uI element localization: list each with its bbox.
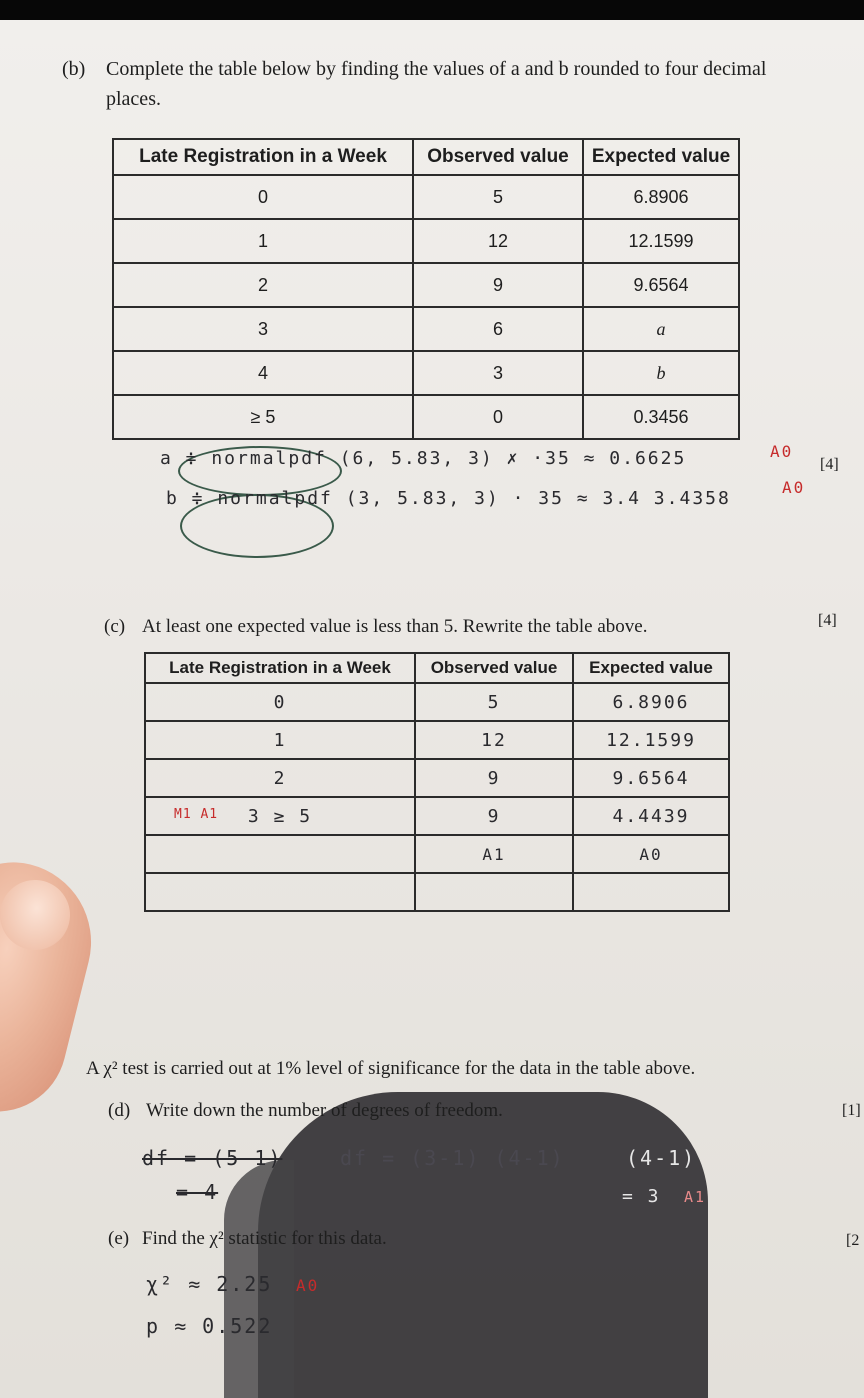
part-b-marks: [4] bbox=[820, 456, 839, 473]
part-e-label: (e) bbox=[108, 1228, 130, 1249]
part-c-table bbox=[144, 652, 730, 912]
part-b-label: (b) bbox=[62, 58, 86, 80]
cell-expected: 9.6564 bbox=[573, 759, 729, 797]
part-d-question: Write down the number of degrees of freedom. bbox=[146, 1100, 503, 1121]
cell-registrations: 2 bbox=[145, 759, 415, 797]
mark-chi-square: A0 bbox=[296, 1276, 320, 1295]
table-row bbox=[113, 219, 739, 263]
part-c-marks: [4] bbox=[818, 612, 837, 629]
part-e-marks: [2 bbox=[846, 1232, 860, 1249]
cell-observed: 9 bbox=[415, 759, 573, 797]
chi-square-intro: A χ² test is carried out at 1% level of significance for the data in the table above. bbox=[86, 1058, 696, 1079]
table-row bbox=[113, 395, 739, 439]
cell-expected: 12.1599 bbox=[573, 721, 729, 759]
part-c-question: At least one expected value is less than 5. Rewrite the table above. bbox=[142, 616, 648, 637]
cell-registrations: 1 bbox=[145, 721, 415, 759]
cell-expected: 12.1599 bbox=[583, 219, 739, 263]
cell-registrations bbox=[145, 873, 415, 911]
working-df-alt: (4-1) bbox=[626, 1146, 697, 1170]
cell-expected-b: b bbox=[583, 351, 739, 395]
table-row bbox=[145, 759, 729, 797]
photo-top-edge bbox=[0, 0, 864, 20]
part-e-question: Find the χ² statistic for this data. bbox=[142, 1228, 387, 1249]
working-df-crossed-result: = 4 bbox=[176, 1180, 219, 1204]
cell-expected-a: a bbox=[583, 307, 739, 351]
table-row bbox=[113, 307, 739, 351]
table-row bbox=[145, 683, 729, 721]
table-row bbox=[113, 263, 739, 307]
working-df-result: = 3 bbox=[622, 1186, 661, 1207]
mark-expected: A0 bbox=[573, 835, 729, 873]
part-b-question-line2: places. bbox=[106, 88, 161, 110]
cell-observed: 5 bbox=[415, 683, 573, 721]
working-chi-square: χ² ≈ 2.25 bbox=[146, 1272, 273, 1296]
cell-registrations bbox=[145, 835, 415, 873]
cell-expected: 9.6564 bbox=[583, 263, 739, 307]
mark-df: A1 bbox=[684, 1188, 707, 1206]
part-d-marks: [1] bbox=[842, 1102, 861, 1119]
mark-b: A0 bbox=[782, 478, 806, 497]
margin-mark: M1 A1 bbox=[174, 807, 219, 822]
part-c-label: (c) bbox=[104, 616, 126, 637]
col-header-expected: Expected value bbox=[583, 139, 739, 175]
cell-expected: 4.4439 bbox=[573, 797, 729, 835]
cell-registrations bbox=[145, 797, 415, 835]
cell-observed: 9 bbox=[413, 263, 583, 307]
cell-registrations: 3 bbox=[113, 307, 413, 351]
col-header-expected: Expected value bbox=[573, 653, 729, 683]
cell-observed bbox=[415, 873, 573, 911]
part-d-label: (d) bbox=[108, 1100, 131, 1121]
table-row bbox=[145, 797, 729, 835]
cell-registrations: ≥ 5 bbox=[113, 395, 413, 439]
cell-expected: 0.3456 bbox=[583, 395, 739, 439]
working-df: df = (3-1) (4-1) bbox=[340, 1146, 565, 1170]
working-df-crossed: df = (5-1) bbox=[142, 1146, 283, 1170]
cell-expected bbox=[573, 873, 729, 911]
mark-observed: A1 bbox=[415, 835, 573, 873]
cell-registrations: 1 bbox=[113, 219, 413, 263]
cell-observed: 12 bbox=[413, 219, 583, 263]
table-row bbox=[113, 351, 739, 395]
table-row bbox=[145, 873, 729, 911]
cell-expected: 6.8906 bbox=[583, 175, 739, 219]
cell-expected: 6.8906 bbox=[573, 683, 729, 721]
working-a: a ≑ normalpdf (6, 5.83, 3) ✗ ·35 ≈ 0.6625 bbox=[160, 448, 687, 469]
col-header-late-registration: Late Registration in a Week bbox=[145, 653, 415, 683]
working-p-value: p ≈ 0.522 bbox=[146, 1314, 273, 1338]
cell-observed: 6 bbox=[413, 307, 583, 351]
col-header-observed: Observed value bbox=[415, 653, 573, 683]
cell-registrations-value: 3 ≥ 5 bbox=[247, 805, 313, 827]
working-b: b ≑ normalpdf (3, 5.83, 3) · 35 ≈ 3.4 3.4358 bbox=[166, 488, 731, 509]
cell-observed: 12 bbox=[415, 721, 573, 759]
part-b-question-line1: Complete the table below by finding the values of a and b rounded to four decimal bbox=[106, 58, 767, 80]
col-header-observed: Observed value bbox=[413, 139, 583, 175]
cell-registrations: 2 bbox=[113, 263, 413, 307]
cell-observed: 5 bbox=[413, 175, 583, 219]
table-row bbox=[145, 721, 729, 759]
col-header-late-registration: Late Registration in a Week bbox=[113, 139, 413, 175]
mark-a: A0 bbox=[770, 442, 794, 461]
cell-observed: 3 bbox=[413, 351, 583, 395]
cell-registrations: 0 bbox=[145, 683, 415, 721]
cell-observed: 0 bbox=[413, 395, 583, 439]
cell-registrations: 0 bbox=[113, 175, 413, 219]
cell-registrations: 4 bbox=[113, 351, 413, 395]
table-row bbox=[145, 835, 729, 873]
cell-observed: 9 bbox=[415, 797, 573, 835]
table-row bbox=[113, 175, 739, 219]
part-b-table bbox=[112, 138, 740, 440]
